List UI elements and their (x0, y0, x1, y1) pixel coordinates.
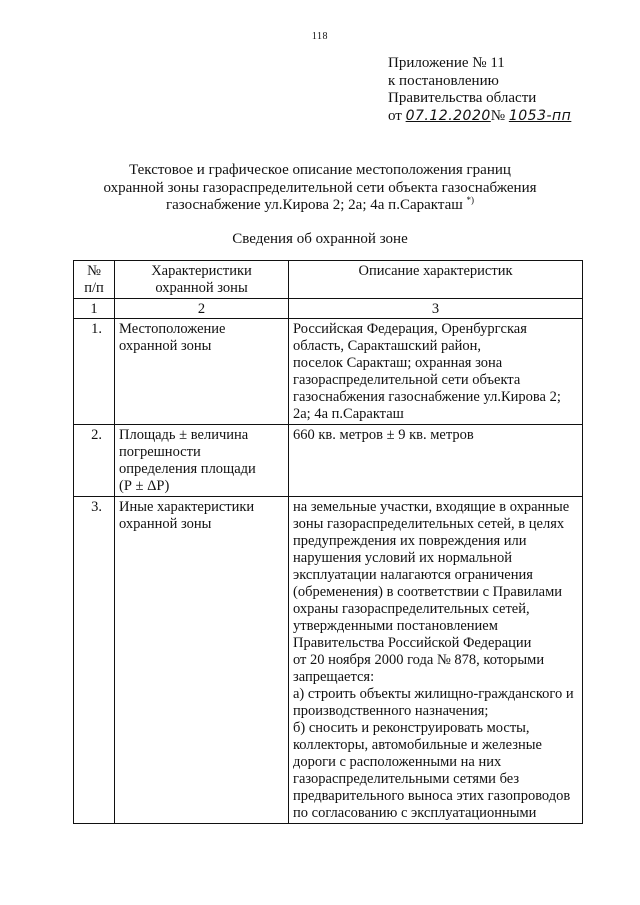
row-description-line: газораспределительной сети объекта (293, 372, 521, 388)
title-line-1: Текстовое и графическое описание местоположения границ (129, 162, 511, 178)
table-row-other (74, 497, 583, 824)
row-description-line: (обременения) в соответствии с Правилами (293, 584, 563, 600)
row-description-line: область, Саракташский район, (293, 338, 482, 354)
row-characteristic-line: определения площади (119, 461, 256, 477)
number-sign: № (490, 107, 506, 124)
row-description-line: Правительства Российской Федерации (293, 635, 532, 651)
row-description-line: газораспределительными сетями без (293, 771, 520, 787)
row-description-line: по согласованию с эксплуатационными (293, 805, 537, 821)
row-description-line: коллекторы, автомобильные и железные (293, 737, 542, 753)
row-description-line: предварительного выноса этих газопроводов (293, 788, 571, 804)
title-line-3-text: газоснабжение ул.Кирова 2; 2а; 4а п.Саракташ (165, 197, 463, 213)
row-characteristic-line: Иные характеристики (119, 499, 255, 515)
section-subtitle: Сведения об охранной зоне (232, 231, 408, 247)
column-numbers-row (74, 299, 583, 319)
row-description (289, 319, 583, 425)
row-description-line: поселок Саракташ; охранная зона (293, 355, 503, 371)
row-description-line: охраны газораспределительных сетей, (293, 601, 530, 617)
row-description-line: запрещается: (293, 669, 375, 685)
header-col-characteristics (115, 261, 289, 299)
appendix-line-1: Приложение № 11 (388, 55, 505, 71)
document-title (60, 162, 580, 215)
row-description-line: 2а; 4а п.Саракташ (293, 406, 404, 422)
appendix-line-3: Правительства области (388, 90, 537, 106)
row-description-line: Российская Федерация, Оренбургская (293, 321, 527, 337)
row-description-line: утвержденными постановлением (293, 618, 498, 634)
row-description-line: зоны газораспределительных сетей, в целях (293, 516, 565, 532)
row-description-line: газоснабжения газоснабжение ул.Кирова 2; (293, 389, 561, 405)
header-col-characteristics-line-1: Характеристики (151, 263, 252, 279)
row-characteristic-line: (Р ± ΔР) (119, 478, 170, 494)
header-col-number (74, 261, 115, 299)
row-number: 1. (74, 319, 115, 425)
footnote-mark: *) (466, 195, 475, 205)
handwritten-date: 07.12.2020 (405, 107, 491, 124)
table-row-location (74, 319, 583, 425)
row-characteristic-line: охранной зоны (119, 516, 212, 532)
row-description-line: от 20 ноября 2000 года № 878, которыми (293, 652, 545, 668)
table-header-row (74, 261, 583, 299)
header-col-number-line-1: № (87, 263, 101, 279)
row-description (289, 497, 583, 824)
page-number: 118 (311, 31, 329, 42)
handwritten-number: 1053-пп (508, 107, 572, 124)
appendix-block (388, 55, 571, 125)
row-description (289, 425, 583, 497)
row-description-line: на земельные участки, входящие в охранные (293, 499, 570, 515)
row-characteristic (115, 497, 289, 824)
row-characteristic (115, 319, 289, 425)
column-number-2: 2 (115, 299, 289, 319)
title-line-2: охранной зоны газораспределительной сети объекта газоснабжения (103, 179, 537, 196)
row-characteristic-line: Площадь ± величина (119, 427, 249, 443)
row-number: 2. (74, 425, 115, 497)
header-col-description: Описание характеристик (289, 261, 583, 299)
row-description-line: 660 кв. метров ± 9 кв. метров (293, 427, 474, 443)
table-row-area (74, 425, 583, 497)
row-description-line: эксплуатации налагаются ограничения (293, 567, 533, 583)
row-description-line: б) сносить и реконструировать мосты, (293, 720, 530, 736)
row-description-line: дороги с расположенными на них (293, 754, 502, 770)
title-line-3 (60, 197, 580, 215)
column-number-3: 3 (289, 299, 583, 319)
header-col-characteristics-line-2: охранной зоны (155, 280, 248, 296)
row-description-line: а) строить объекты жилищно-гражданского и (293, 686, 574, 702)
row-characteristic (115, 425, 289, 497)
column-number-1: 1 (74, 299, 115, 319)
header-col-number-line-2: п/п (84, 280, 104, 296)
row-description-line: нарушения условий их нормальной (293, 550, 513, 566)
appendix-date-line (388, 108, 571, 126)
row-characteristic-line: погрешности (119, 444, 201, 460)
row-description-line: предупреждения их повреждения или (293, 533, 527, 549)
appendix-from-prefix: от (388, 107, 402, 124)
row-number: 3. (74, 497, 115, 824)
row-characteristic-line: охранной зоны (119, 338, 212, 354)
row-characteristic-line: Местоположение (119, 321, 226, 337)
appendix-line-2: к постановлению (388, 72, 499, 89)
zone-table (73, 260, 583, 824)
row-description-line: производственного назначения; (293, 703, 489, 719)
